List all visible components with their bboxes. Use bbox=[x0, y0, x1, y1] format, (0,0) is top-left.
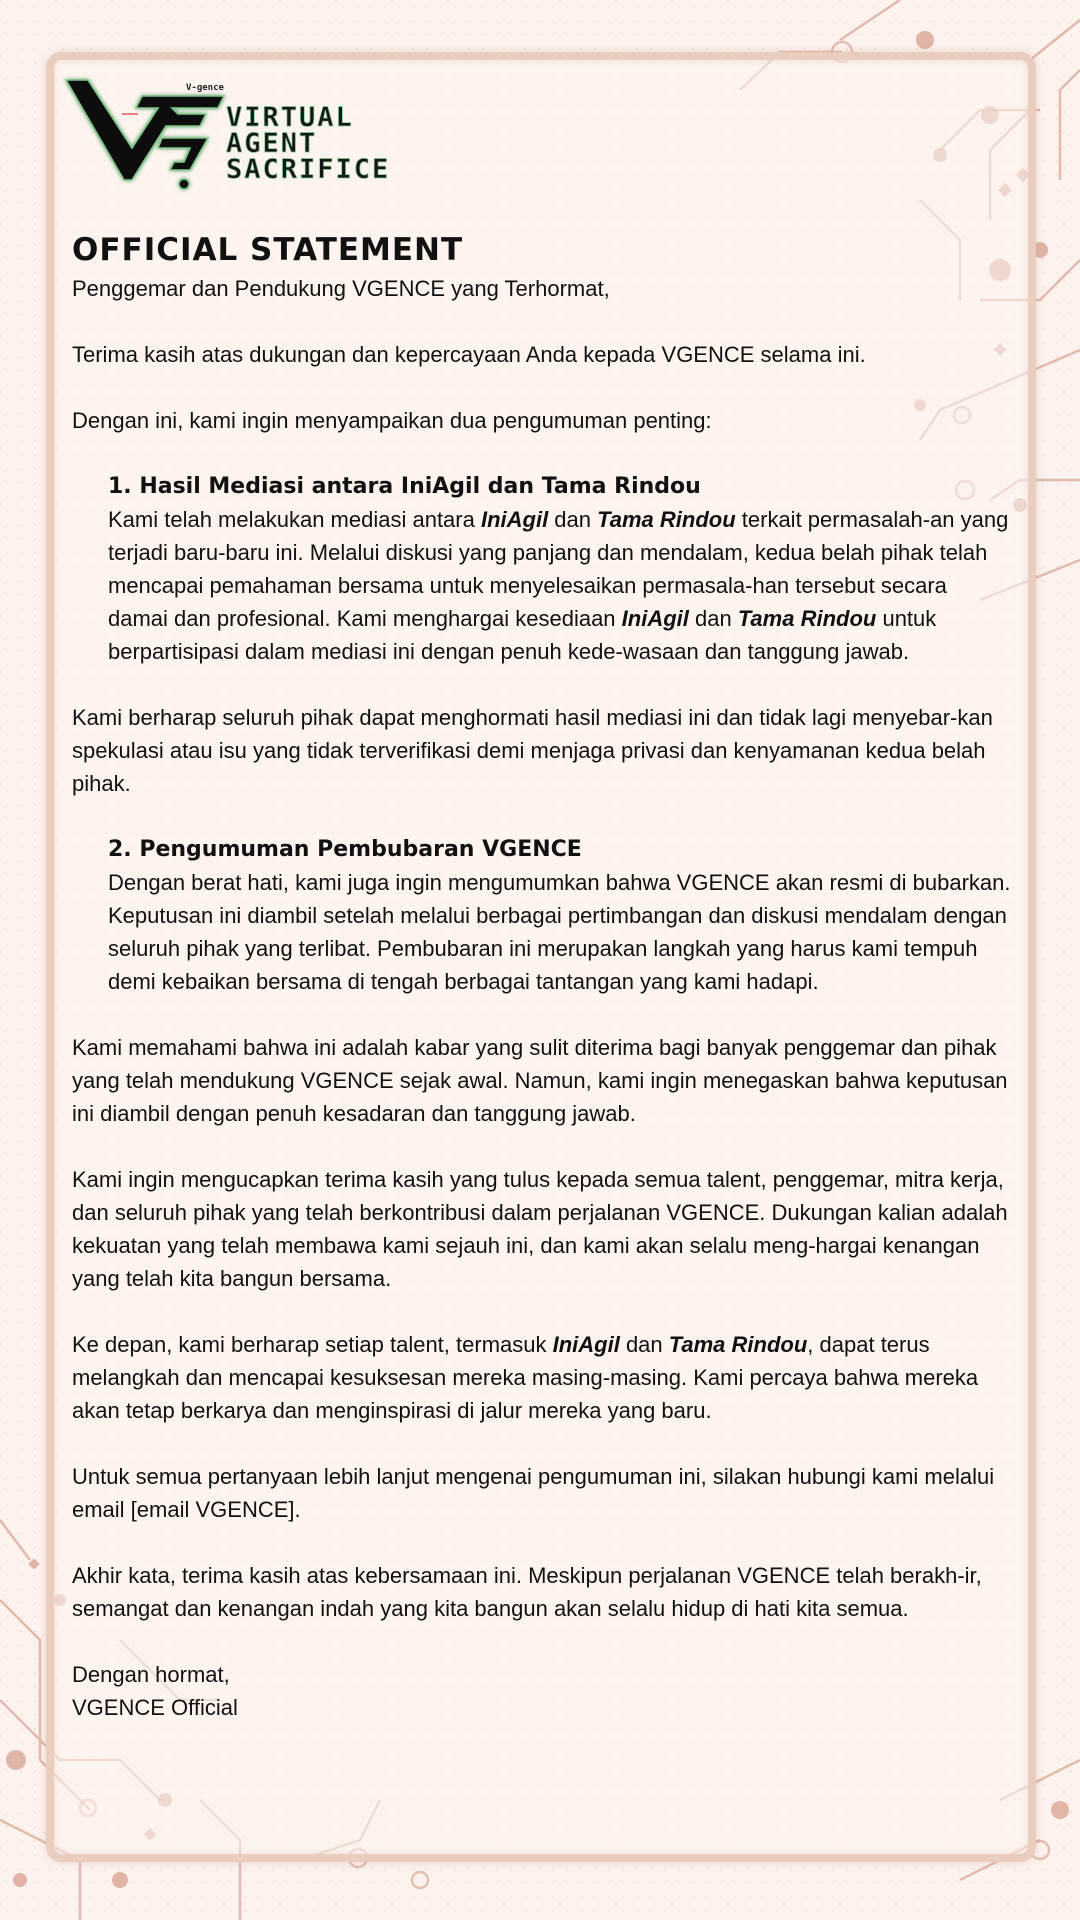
statement-title: OFFICIAL STATEMENT bbox=[72, 232, 464, 268]
future-paragraph: Ke depan, kami berharap setiap talent, termasuk IniAgil dan Tama Rindou, dapat terus melangkah dan mencapai kesuksesan mereka masing-masing. Kami percaya bahwa mereka akan tetap berkarya dan menginspirasi di jalur mereka yang baru. bbox=[72, 1332, 979, 1423]
name-iniagil: IniAgil bbox=[621, 606, 689, 631]
section-disbandment-heading: 2. Pengumuman Pembubaran VGENCE bbox=[108, 837, 582, 862]
understanding-paragraph: Kami memahami bahwa ini adalah kabar yang sulit diterima bagi banyak penggemar dan pihak yang telah mendukung VGENCE sejak awal. Namun, kami ingin menegaskan bahwa keputusan ini diambil dengan penuh kesadaran dan tanggung jawab. bbox=[72, 1035, 1008, 1126]
section-mediation-body: Kami telah melakukan mediasi antara IniAgil dan Tama Rindou terkait permasalah-an yang terjadi baru-baru ini. Melalui diskusi yang panjang dan mendalam, kedua belah pihak telah mencapai pemahaman bersama untuk menyelesaikan permasala-han tersebut secara damai dan profesional. Kami menghargai kesediaan IniAgil dan Tama Rindou untuk berpartisipasi dalam mediasi ini dengan penuh kede-wasaan dan tanggung jawab. bbox=[108, 507, 1009, 664]
thanks-paragraph: Terima kasih atas dukungan dan kepercayaan Anda kepada VGENCE selama ini. bbox=[72, 342, 866, 367]
section-mediation bbox=[108, 470, 1012, 668]
after-mediation-paragraph: Kami berharap seluruh pihak dapat menghormati hasil mediasi ini dan tidak lagi menyebar-kan spekulasi atau isu yang tidak terverifikasi demi menjaga privasi dan kenyamanan kedua belah pihak. bbox=[72, 705, 993, 796]
contact-paragraph: Untuk semua pertanyaan lebih lanjut mengenai pengumuman ini, silakan hubungi kami melalui email [email VGENCE]. bbox=[72, 1464, 995, 1522]
name-tama-rindou: Tama Rindou bbox=[597, 507, 736, 532]
logo-line-sacrifice: SACRIFICE bbox=[226, 154, 391, 185]
greeting: Penggemar dan Pendukung VGENCE yang Terhormat, bbox=[72, 276, 610, 301]
signer: VGENCE Official bbox=[72, 1695, 238, 1720]
logo-small-text: V-gence bbox=[186, 83, 224, 93]
logo-line-virtual: VIRTUAL bbox=[226, 102, 354, 133]
name-iniagil: IniAgil bbox=[480, 507, 549, 532]
section-disbandment-body: Dengan berat hati, kami juga ingin mengumumkan bahwa VGENCE akan resmi di bubarkan. Keputusan ini diambil setelah melalui berbagai pertimbangan dan diskusi mendalam dengan seluruh pihak yang terlibat. Pembubaran ini merupakan langkah yang harus kami tempuh demi kebaikan bersama di tengah berbagai tantangan yang kami hadapi. bbox=[108, 870, 1011, 994]
vgence-logo bbox=[62, 74, 442, 198]
gratitude-paragraph: Kami ingin mengucapkan terima kasih yang tulus kepada semua talent, penggemar, mitra kerja, dan seluruh pihak yang telah berkontribusi dalam perjalanan VGENCE. Dukungan kalian adalah kekuatan yang telah membawa kami sejauh ini, dan kami akan selalu meng-hargai kenangan yang telah kita bangun bersama. bbox=[72, 1167, 1008, 1291]
section-mediation-heading: 1. Hasil Mediasi antara IniAgil dan Tama Rindou bbox=[108, 474, 701, 499]
section-disbandment bbox=[108, 833, 1012, 998]
signature-block bbox=[72, 1658, 1012, 1724]
intro-paragraph: Dengan ini, kami ingin menyampaikan dua pengumuman penting: bbox=[72, 408, 712, 433]
name-tama-rindou: Tama Rindou bbox=[668, 1332, 808, 1357]
signoff: Dengan hormat, bbox=[72, 1662, 230, 1687]
closing-paragraph: Akhir kata, terima kasih atas kebersamaan ini. Meskipun perjalanan VGENCE telah berakh-ir, semangat dan kenangan indah yang kita bangun akan selalu hidup di hati kita semua. bbox=[72, 1563, 982, 1621]
statement-content bbox=[72, 230, 1012, 1724]
name-tama-rindou: Tama Rindou bbox=[737, 606, 877, 631]
logo-line-agent: AGENT bbox=[226, 128, 318, 159]
name-iniagil: IniAgil bbox=[552, 1332, 620, 1357]
